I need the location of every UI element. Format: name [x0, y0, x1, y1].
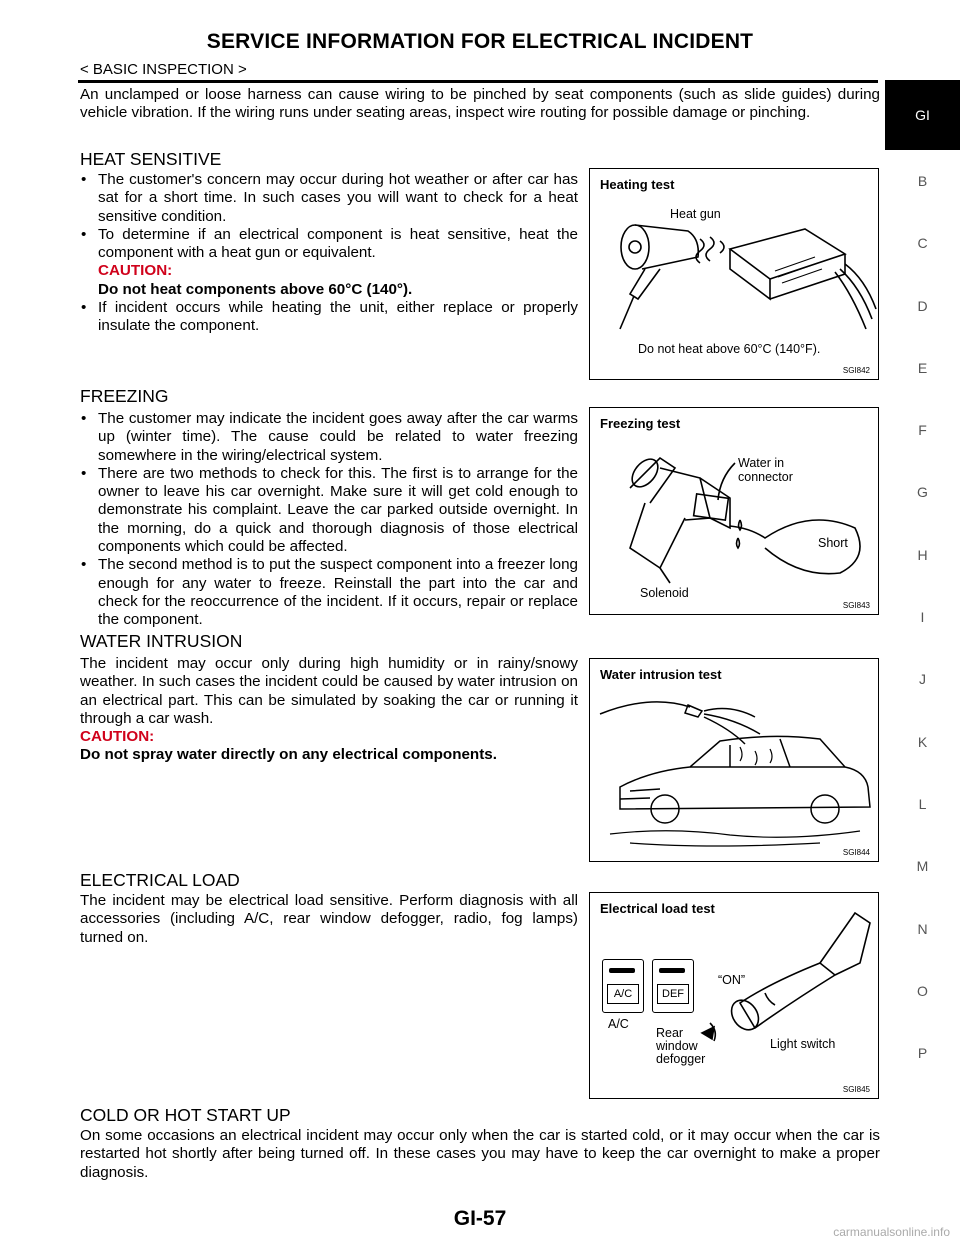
light-switch-illustration: [590, 893, 878, 1098]
water-paragraph: [80, 655, 578, 765]
tab-c[interactable]: C: [917, 235, 928, 252]
label-rear-window-defogger: Rear window defogger: [656, 1026, 706, 1066]
tab-n[interactable]: N: [917, 920, 928, 937]
label-ac: A/C: [608, 1017, 629, 1031]
tab-p[interactable]: P: [917, 1045, 928, 1062]
breadcrumb: < BASIC INSPECTION >: [80, 61, 247, 78]
tab-b[interactable]: B: [917, 173, 928, 189]
header-rule: [78, 80, 878, 83]
list-item: [80, 226, 578, 299]
tab-k[interactable]: K: [917, 733, 928, 750]
freezing-list: [80, 410, 578, 630]
tab-f[interactable]: F: [918, 422, 927, 439]
list-item: • There are two methods to check for this. The first is to arrange for the owner to leave his car overnight. Make sure it will get cold enough to demonstrate his complaint. Leave the car parked outside overnight. In the morning, do a quick and thorough diagnosis of those electrical components which could be affected.: [80, 465, 578, 556]
cold-paragraph: On some occasions an electrical incident may occur only when the car is started cold, or it may occur when the car is restarted hot shortly after being turned off. In these cases you may have to keep the car overnight to make a proper diagnosis.: [80, 1127, 880, 1181]
intro-paragraph: An unclamped or loose harness can cause wiring to be pinched by seat components (such as slide guides) during vehicle vibration. If the wiring runs under seating areas, inspect wire routing for possible damage or pinching.: [80, 86, 880, 122]
def-button-label: DEF: [657, 984, 689, 1004]
list-item: • The second method is to put the suspect component into a freezer long enough for any water to freeze. Reinstall the part into the car and check for the reoccurrence of the incident. If it occurs, repair or replace the component.: [80, 556, 578, 629]
label-solenoid: Solenoid: [640, 586, 689, 600]
section-index: [885, 80, 960, 1084]
tab-d[interactable]: D: [917, 297, 928, 314]
tab-o[interactable]: O: [917, 982, 928, 999]
figure-code: SGI845: [842, 1085, 870, 1094]
water-heading: WATER INTRUSION: [80, 631, 243, 651]
ac-button-label: A/C: [607, 984, 639, 1004]
figure-code: SGI843: [842, 601, 870, 610]
list-item-text: To determine if an electrical component is heat sensitive, heat the component with a heat gun or equivalent.: [98, 225, 578, 262]
water-text: The incident may occur only during high humidity or in rainy/snowy weather. In such cases the incident could be caused by water intrusion on an electrical part. This can be simulated by soaking the car or running it through a car wash.: [80, 655, 578, 727]
tab-l[interactable]: L: [918, 795, 927, 812]
car-wash-illustration: [590, 659, 878, 861]
tab-e[interactable]: E: [917, 359, 928, 376]
label-heat-gun: Heat gun: [670, 207, 721, 221]
list-item: • The customer's concern may occur during hot weather or after car has sat for a short time. In such cases you will want to check for a heat sensitive condition.: [80, 171, 578, 226]
caution-label: CAUTION:: [80, 728, 155, 746]
figure-electrical-load-test: [589, 892, 879, 1099]
label-short: Short: [818, 536, 848, 550]
tab-gi[interactable]: GI: [885, 80, 960, 150]
freezing-heading: FREEZING: [80, 386, 169, 406]
figure-title: Electrical load test: [600, 901, 715, 916]
load-paragraph: The incident may be electrical load sensitive. Perform diagnosis with all accessories (including A/C, rear window defogger, radio, fog lamps) turned on.: [80, 892, 578, 946]
heat-list: [80, 171, 578, 336]
caution-text: Do not heat components above 60°C (140°).: [98, 280, 413, 298]
list-item: • If incident occurs while heating the unit, either replace or properly insulate the component.: [80, 299, 578, 336]
caution-text: Do not spray water directly on any electrical components.: [80, 746, 497, 764]
load-heading: ELECTRICAL LOAD: [80, 870, 240, 890]
figure-title: Water intrusion test: [600, 667, 722, 682]
figure-code: SGI842: [842, 366, 870, 375]
page-number: GI-57: [453, 1207, 507, 1230]
figure-water-intrusion-test: [589, 658, 879, 862]
list-item: • The customer may indicate the incident goes away after the car warms up (winter time). The cause could be related to water freezing somewhere in the wiring/electrical system.: [80, 410, 578, 465]
label-light-switch: Light switch: [770, 1037, 836, 1051]
solenoid-illustration: [590, 408, 878, 614]
label-heat-note: Do not heat above 60°C (140°F).: [638, 342, 821, 356]
cold-heading: COLD OR HOT START UP: [80, 1105, 291, 1125]
tab-h[interactable]: H: [917, 546, 928, 563]
page-title: SERVICE INFORMATION FOR ELECTRICAL INCIDENT: [206, 30, 754, 53]
tab-m[interactable]: M: [916, 858, 929, 875]
heat-heading: HEAT SENSITIVE: [80, 149, 222, 169]
figure-title: Freezing test: [600, 416, 681, 431]
tab-j[interactable]: J: [919, 671, 926, 688]
watermark: carmanualsonline.info: [833, 1225, 950, 1239]
caution-label: CAUTION:: [98, 262, 173, 280]
tab-i[interactable]: I: [920, 609, 925, 626]
tab-g[interactable]: G: [917, 484, 928, 501]
label-water-in-connector: Water in connector: [738, 456, 793, 484]
figure-code: SGI844: [842, 848, 870, 857]
figure-freezing-test: [589, 407, 879, 615]
figure-heating-test: [589, 168, 879, 380]
label-on: “ON”: [718, 973, 746, 987]
figure-title: Heating test: [600, 177, 675, 192]
